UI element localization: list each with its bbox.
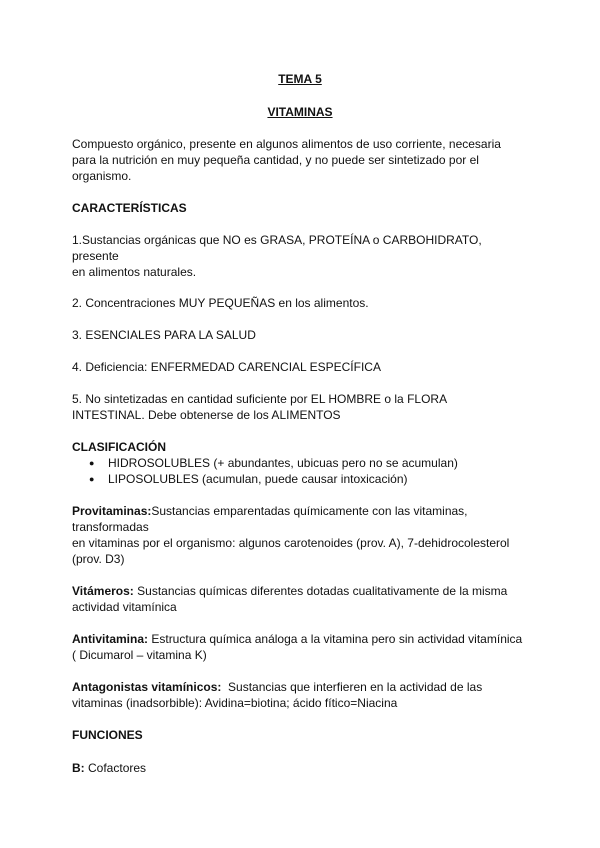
clasificacion-heading: CLASIFICACIÓN (72, 440, 166, 454)
antagonistas-line (72, 679, 482, 695)
bullet-icon: ● (89, 458, 95, 468)
intro-line: Compuesto orgánico, presente en algunos alimentos de uso corriente, necesaria (72, 137, 501, 151)
tema-title: TEMA 5 (278, 72, 322, 86)
antivitamina-line (72, 631, 522, 647)
vitaminas-title: VITAMINAS (267, 105, 333, 119)
b-term: B: (72, 761, 85, 775)
b-text: Cofactores (84, 761, 147, 775)
provitaminas-line: (prov. D3) (72, 552, 125, 566)
provitaminas-line (72, 503, 468, 519)
caracteristica-line: 5. No sintetizadas en cantidad suficiente por EL HOMBRE o la FLORA (72, 392, 448, 406)
caracteristica-line: 1.Sustancias orgánicas que NO es GRASA, PROTEÍNA o CARBOHIDRATO, (72, 233, 482, 247)
intro-line: organismo. (72, 169, 132, 183)
caracteristica-3: 3. ESENCIALES PARA LA SALUD (72, 328, 256, 342)
antagonistas-line: vitaminas (inadsorbible): Avidina=biotina; ácido fítico=Niacina (72, 696, 398, 710)
list-item-text: HIDROSOLUBLES (+ abundantes, ubicuas pero no se acumulan) (108, 456, 458, 470)
provitaminas-line: en vitaminas por el organismo: algunos carotenoides (prov. A), 7-dehidrocolesterol (72, 536, 510, 550)
intro-line: para la nutrición en muy pequeña cantidad, y no puede ser sintetizado por el (72, 153, 479, 167)
caracteristica-4: 4. Deficiencia: ENFERMEDAD CARENCIAL ESPECÍFICA (72, 360, 381, 374)
caracteristica-line: INTESTINAL. Debe obtenerse de los ALIMENTOS (72, 408, 341, 422)
antivitamina-term: Antivitamina: (72, 632, 149, 646)
list-item-text: LIPOSOLUBLES (acumulan, puede causar intoxicación) (108, 472, 408, 486)
vitameros-text: Sustancias químicas diferentes dotadas cualitativamente de la misma (133, 584, 508, 598)
vitameros-term: Vitámeros: (72, 584, 134, 598)
caracteristica-line: presente (72, 249, 119, 263)
bullet-icon: ● (89, 474, 95, 484)
provitaminas-text: Sustancias emparentadas químicamente con las vitaminas, (151, 504, 468, 518)
provitaminas-term: Provitaminas: (72, 504, 152, 518)
caracteristicas-heading: CARACTERÍSTICAS (72, 201, 187, 215)
antagonistas-term: Antagonistas vitamínicos: (72, 680, 222, 694)
antivitamina-line: ( Dicumarol – vitamina K) (72, 648, 207, 662)
caracteristica-line: en alimentos naturales. (72, 265, 197, 279)
vitameros-line (72, 583, 507, 599)
caracteristica-2: 2. Concentraciones MUY PEQUEÑAS en los alimentos. (72, 296, 369, 310)
antagonistas-text: Sustancias que interfieren en la actividad de las (221, 680, 483, 694)
antivitamina-text: Estructura química análoga a la vitamina pero sin actividad vitamínica (148, 632, 523, 646)
b-line (72, 760, 146, 776)
vitameros-line: actividad vitamínica (72, 600, 177, 614)
funciones-heading: FUNCIONES (72, 728, 143, 742)
provitaminas-line: transformadas (72, 520, 149, 534)
